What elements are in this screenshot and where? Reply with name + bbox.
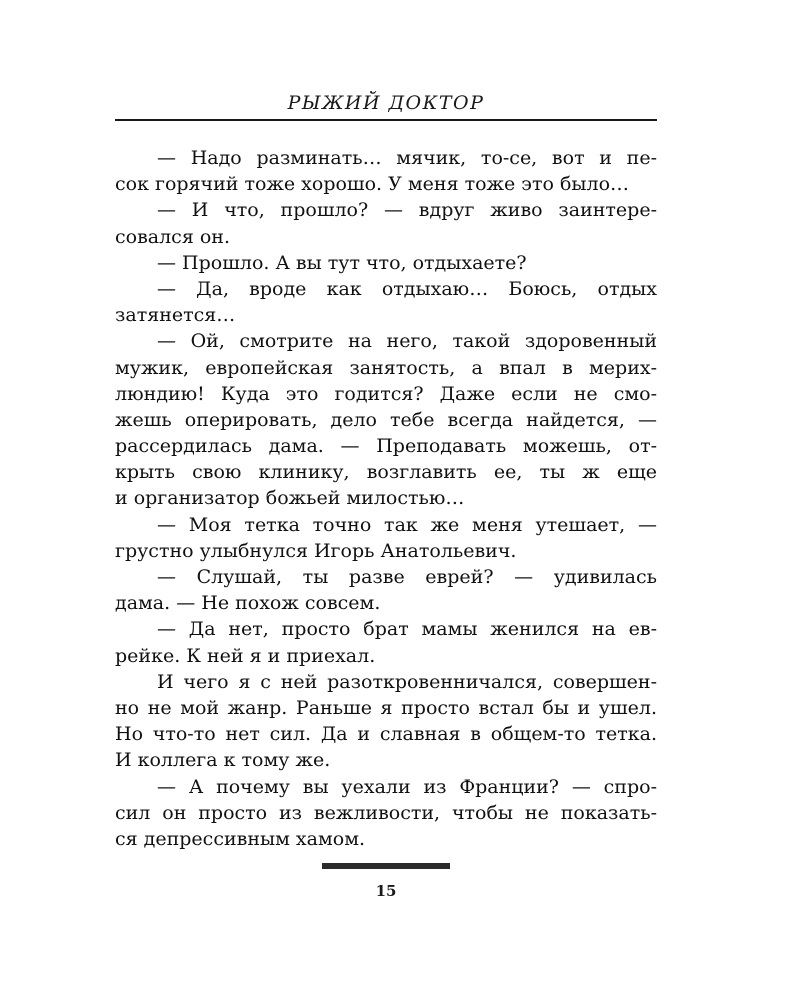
text-line: люндию! Куда это годится? Даже если не смо- (115, 382, 657, 405)
footer-divider (322, 863, 450, 869)
text-line: — И что, прошло? — вдруг живо заинтере- (157, 199, 657, 222)
text-line: жешь оперировать, дело тебе всегда найдется, — (115, 408, 657, 431)
running-header-title: РЫЖИЙ ДОКТОР (287, 92, 485, 114)
text-line: — Прошло. А вы тут что, отдыхаете? (157, 251, 527, 274)
text-line: — Да нет, просто брат мамы женился на ев- (157, 618, 657, 641)
body-text (115, 145, 657, 852)
text-line: сил он просто из вежливости, чтобы не показать- (115, 801, 657, 824)
text-line: — Слушай, ты разве еврей? — удивилась (157, 566, 657, 588)
text-line: рейке. К ней я и приехал. (115, 644, 376, 667)
text-line: ся депрессивным хамом. (115, 827, 366, 850)
text-line: И чего я с ней разоткровенничался, совершен- (157, 670, 657, 693)
text-line: грустно улыбнулся Игорь Анатольевич. (115, 539, 517, 562)
text-line: дама. — Не похож совсем. (115, 592, 381, 615)
text-line: — А почему вы уехали из Франции? — спро- (157, 775, 657, 798)
text-line: совался он. (115, 225, 230, 248)
text-line: и организатор божьей милостью… (115, 487, 465, 510)
text-line: сок горячий тоже хорошо. У меня тоже это было… (115, 173, 630, 196)
text-line: рассердилась дама. — Преподавать можешь, от- (115, 435, 657, 458)
text-line: — Ой, смотрите на него, такой здоровенный (157, 330, 657, 353)
text-line: И коллега к тому же. (115, 749, 331, 772)
text-line: затянется… (115, 304, 236, 327)
header-divider (115, 119, 657, 121)
text-line: Но что-то нет сил. Да и славная в общем-то тетка. (115, 723, 657, 746)
text-line: — Да, вроде как отдыхаю… Боюсь, отдых (157, 277, 657, 300)
text-line: мужик, европейская занятость, а впал в мерих- (115, 356, 657, 379)
text-line: — Надо разминать… мячик, то-се, вот и пе- (157, 147, 657, 169)
page-number: 15 (375, 882, 397, 900)
text-line: но не мой жанр. Раньше я просто встал бы и ушел. (115, 696, 657, 719)
text-line: крыть свою клинику, возглавить ее, ты ж еще (115, 461, 657, 484)
text-line: — Моя тетка точно так же меня утешает, — (157, 513, 657, 536)
